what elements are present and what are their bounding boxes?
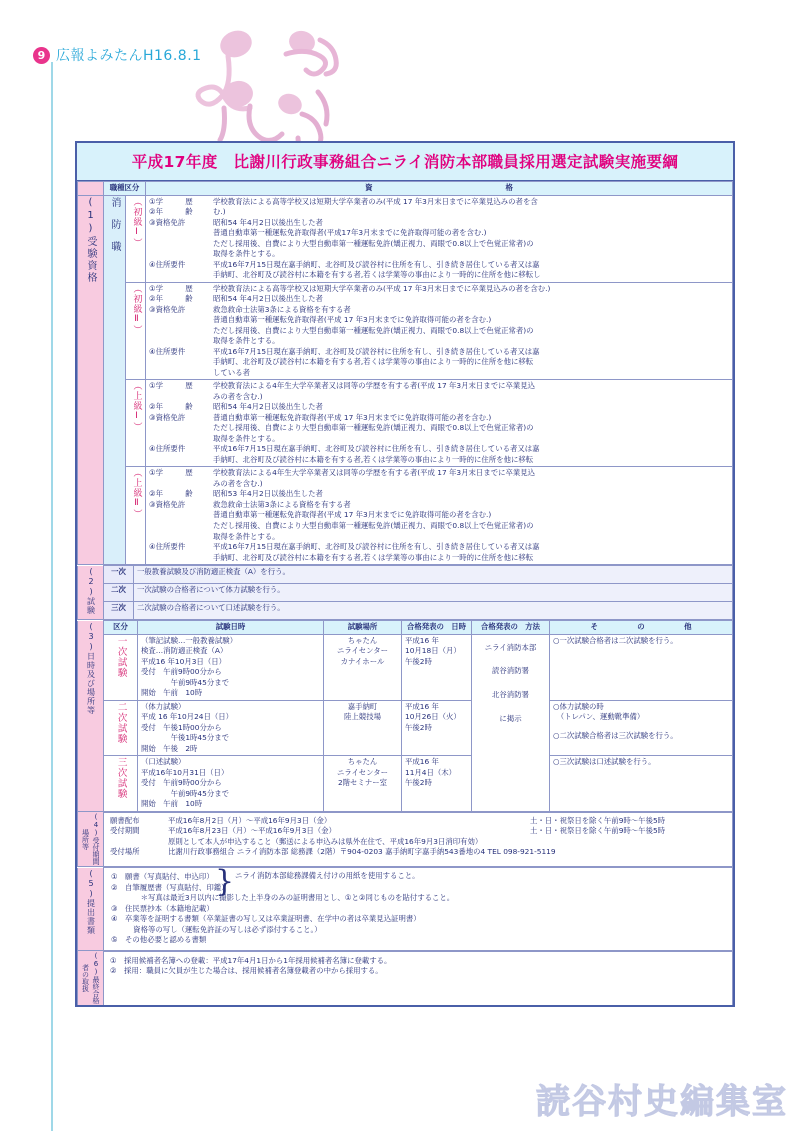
watermark: 読谷村史編集室: [536, 1082, 788, 1122]
phase-desc-2: 一次試験の合格者について体力試験を行う。: [134, 584, 733, 602]
qual-body-shokyu2: [146, 282, 733, 380]
application-table: [77, 812, 733, 868]
schedule-kubun-1: 一次試験: [104, 634, 138, 700]
application-row: [78, 812, 733, 867]
qual-row-shokyu2: [78, 282, 733, 380]
schedule-other-1: ○一次試験合格者は二次試験を行う。: [550, 634, 733, 700]
section-1-label-spacer: [78, 182, 104, 196]
document-item: ④ 卒業等を証明する書類（卒業証書の写し又は卒業証明書、在学中の者は卒業見込証明書）: [111, 914, 421, 924]
schedule-kubun-3: 三次試験: [104, 756, 138, 812]
qual-body-jokyu2: [146, 467, 733, 565]
rank-label-jokyu1: （上級Ⅰ）: [126, 380, 146, 467]
schedule-kubun-2: 二次試験: [104, 700, 138, 756]
section-3-label: (3)日時及び場所等: [78, 621, 104, 812]
qual-item-labels: ①学 歴 ②年 齢 ③資格免許 ④住所要件: [149, 283, 193, 356]
documents-body: [104, 864, 733, 951]
col-header-kubun: 区分: [104, 621, 138, 635]
document-item: ⑤ その他必要と認める書類: [111, 935, 207, 945]
documents-list: [107, 864, 729, 949]
phase-label-2: 二次: [104, 584, 134, 602]
schedule-row-2: [78, 700, 733, 756]
section-4-label: (4)受付期間 場所等: [78, 812, 104, 867]
job-category-header: 職種区分: [104, 182, 146, 196]
application-line: 願書配布 平成16年8月2日（月）～平成16年9月3日（金） 土・日・祝祭日を除く午前9時～午後5時: [110, 815, 666, 825]
col-header-result-datetime: 合格発表の 日時: [402, 621, 472, 635]
qual-row-jokyu1: [78, 380, 733, 467]
rank-label-jokyu2: （上級Ⅱ）: [126, 467, 146, 565]
col-header-other: そ の 他: [550, 621, 733, 635]
exam-phase-row: [78, 566, 733, 584]
application-line: 受付場所 比謝川行政事務組合 ニライ消防本部 総務課（2階）〒904-0203 嘉手納町字嘉手納543番地の4 TEL 098-921-5119: [110, 847, 556, 857]
document-item: ③ 住民票抄本（本籍地記載）: [111, 903, 214, 913]
phase-desc-3: 二次試験の合格者について口述試験を行う。: [134, 602, 733, 620]
rank-label-shokyu2: （初級Ⅱ）: [126, 282, 146, 380]
col-header-datetime: 試験日時: [138, 621, 324, 635]
schedule-header-row: [78, 621, 733, 635]
job-type-label: 消防職: [109, 196, 120, 263]
section-1-text: (1)受験資格: [85, 196, 96, 284]
qual-item-text: 学校教育法による4年生大学卒業者又は同等の学歴を有する者(平成 17 年3月末日までに卒業見込 みの者を含む.) 昭和54 年4月2日以後出生した者 普通自動車第一種運転免許取得者(平成 17 年3月末までに免許取得可能の者を含む.) ただし採用後、自費により大型自動車第一種運転免許(矯正視力、両眼で0.8以上で色覚正常者)の 取得を条件とする。 平成16年7月15日現在嘉手納町、北谷町及び読谷村に住所を有し、引き続き居住している者又は嘉 手納町、北谷町及び読谷村に本籍を有する者,若くは学業等の事由により一時的に住所を他に移転: [213, 381, 540, 464]
phase-desc-1: 一般教養試験及び消防適正検査（A）を行う。: [134, 566, 733, 584]
section-6-label: (6)最終合格 者の取扱: [78, 951, 104, 1005]
qualification-header-row: [78, 182, 733, 196]
recruitment-notice: [75, 141, 735, 1007]
qual-item-labels: ①学 歴 ②年 齢 ③資格免許 ④住所要件: [149, 196, 193, 269]
documents-table: [77, 864, 733, 951]
final-item: ① 採用候補者名簿への登載：平成17年4月1日から1年採用候補者名簿に登載する。: [110, 955, 392, 965]
qual-row-jokyu2: [78, 467, 733, 565]
schedule-table: [77, 620, 733, 812]
section-1-label: [78, 195, 104, 565]
phase-label-3: 三次: [104, 602, 134, 620]
schedule-result-datetime-1: 平成16 年 10月18日（月） 午後2時: [402, 634, 472, 700]
final-item: ② 採用：職員に欠員が生じた場合は、採用候補者名簿登載者の中から採用する。: [110, 966, 383, 976]
section-2-label: (2)試験: [78, 566, 104, 620]
job-type-fire: [104, 195, 126, 565]
final-row: [78, 951, 733, 1005]
folio: [33, 45, 202, 65]
schedule-datetime-3: （口述試験） 平成16年10月31日（日） 受付 午前9時00分から 午前9時45分まで 開始 午前 10時: [138, 756, 324, 812]
rank-label-shokyu1: （初級Ⅰ）: [126, 195, 146, 282]
exam-phases-table: [77, 565, 733, 620]
schedule-venue-1: ちゃたん ニライセンター カナイホール: [324, 634, 402, 700]
col-header-venue: 試験場所: [324, 621, 402, 635]
qual-item-labels: ①学 歴 ②年 齢 ③資格免許 ④住所要件: [149, 381, 193, 454]
final-body: [104, 951, 733, 1005]
document-item: ① 願書（写真貼付、申込印）: [111, 872, 214, 882]
col-header-result-method: 合格発表の 方法: [472, 621, 550, 635]
qual-item-text: 学校教育法による高等学校又は短期大学卒業者のみ(平成 17 年3月末日までに卒業見込みの者を含む.) 昭和54 年4月2日以後出生した者 救急救命士法第3条による資格を有する者 普通自動車第一種運転免許取得者(平成 17 年3月末までに免許取得可能の者を含む.) ただし採用後、自費により大型自動車第一種運転免許(矯正視力、両眼で0.8以上で色覚正常者)の 取得を条件とする。 平成16年7月15日現在嘉手納町、北谷町及び読谷村に住所を有し、引き続き居住している者又は嘉 手納町、北谷町及び読谷村に本籍を有する者,若くは学業等の事由により一時的に住所を他に移転 している者: [213, 283, 551, 377]
qualification-header: 資 格: [146, 182, 733, 196]
phase-label-1: 一次: [104, 566, 134, 584]
document-item: ② 自筆履歴書（写真貼付、印鑑）: [111, 882, 229, 892]
schedule-other-3: ○三次試験は口述試験を行う。: [550, 756, 733, 812]
document-item: 資格等の写し（運転免許証の写しは必ず添付すること。）: [111, 924, 322, 934]
schedule-venue-2: 嘉手納町 陸上競技場: [324, 700, 402, 756]
exam-phase-row: [78, 584, 733, 602]
final-table: [77, 951, 733, 1006]
document-item: ＊写真は最近3月以内に撮影した上半身のみの証明書用とし、①と②同じものを貼付すること。: [111, 893, 455, 903]
page-title: 平成17年度 比謝川行政事務組合ニライ消防本部職員採用選定試験実施要綱: [77, 143, 733, 181]
schedule-result-datetime-2: 平成16 年 10月26日（火） 午後2時: [402, 700, 472, 756]
yomitan-brush-logo-icon: [190, 22, 360, 152]
schedule-datetime-1: （筆記試験…一般教養試験） 検査…消防適正検査（A） 平成16 年10月3日（日） 受付 午前9時00分から 午前9時45分まで 開始 午前 10時: [138, 634, 324, 700]
exam-phase-row: [78, 602, 733, 620]
qual-item-text: 学校教育法による高等学校又は短期大学卒業者のみ(平成 17 年3月末日までに卒業見込みの者を含 む.) 昭和54 年4月2日以後出生した者 普通自動車第一種運転免許取得者(平成17年3月末までに免許取得可能の者を含む.) ただし採用後、自費により大型自動車第一種運転免許(矯正視力、両眼で0.8以上で色覚正常者)の 取得を条件とする。 平成16年7月15日現在嘉手納町、北谷町及び読谷村に住所を有し、引き続き居住している者又は嘉 手納町、北谷町及び読谷村に本籍を有する者,若くは学業等の事由により一時的に住所を他に移転し: [213, 196, 541, 280]
qual-item-labels: ①学 歴 ②年 齢 ③資格免許 ④住所要件: [149, 468, 193, 552]
schedule-venue-3: ちゃたん ニライセンター 2階セミナー室: [324, 756, 402, 812]
schedule-datetime-2: （体力試験） 平成 16 年10月24日（日） 受付 午後1時00分から 午後1時45分まで 開始 午後 2時: [138, 700, 324, 756]
application-line: 受付期間 平成16年8月23日（月）～平成16年9月3日（金） 土・日・祝祭日を除く午前9時～午後5時: [110, 826, 666, 836]
documents-brace-note: ニライ消防本部総務課備え付けの用紙を使用すること。: [235, 871, 420, 881]
qual-body-jokyu1: [146, 380, 733, 467]
qual-body-shokyu1: [146, 195, 733, 282]
brace-icon: }: [215, 864, 235, 900]
page-number: 9: [33, 47, 50, 64]
schedule-other-2: ○体力試験の時 （トレパン、運動靴準備） ○二次試験合格者は三次試験を行う。: [550, 700, 733, 756]
result-method-cell: ニライ消防本部 読谷消防署 北谷消防署 に掲示: [472, 634, 550, 811]
qual-item-text: 学校教育法による4年生大学卒業者又は同等の学歴を有する者(平成 17 年3月末日までに卒業見込 みの者を含む.) 昭和53 年4月2日以後出生した者 救急救命士法第3条による資格を有する者 普通自動車第一種運転免許取得者(平成 17 年3月末までに免許取得可能の者を含む.) ただし採用後、自費により大型自動車第一種運転免許(矯正視力、両眼で0.8以上で色覚正常者)の 取得を条件とする。 平成16年7月15日現在嘉手納町、北谷町及び読谷村に住所を有し、引き続き居住している者又は嘉 手納町、北谷町及び読谷村に本籍を有する者,若くは学業等の事由により一時的に住所を他に移転: [213, 468, 540, 562]
schedule-result-datetime-3: 平成16 年 11月4日（木） 午後2時: [402, 756, 472, 812]
documents-row: [78, 868, 733, 951]
publication-title: 広報よみたんH16.8.1: [56, 48, 202, 64]
application-line: 原則として本人が申込すること（郵送による申込みは県外在住で、平成16年9月3日消印有効）: [168, 836, 483, 846]
qual-row-shokyu1: [78, 195, 733, 282]
schedule-row-1: [78, 634, 733, 700]
section-5-label: (5)提出書類: [78, 868, 104, 951]
left-vertical-rule: [51, 62, 53, 1131]
schedule-row-3: [78, 756, 733, 812]
application-body: [104, 812, 733, 867]
main-table: [77, 181, 733, 565]
